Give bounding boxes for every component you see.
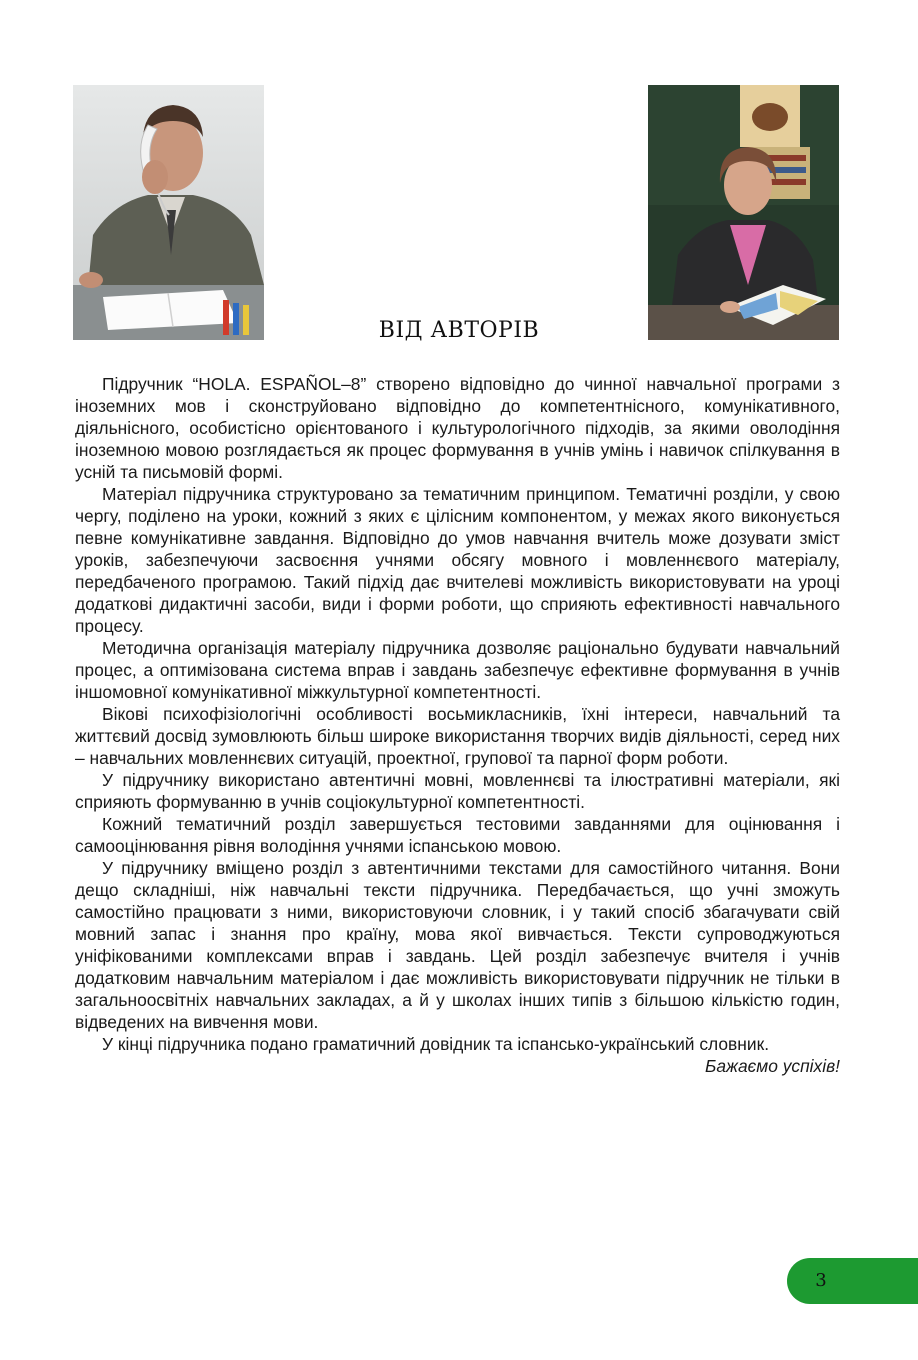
page-number: 3 [815,1270,827,1291]
paragraph: У підручнику використано автентичні мовні, мовленнєві та ілюстративні матеріали, які сприяють формуванню в учнів соціокультурної компетентності. [75,770,840,812]
paragraph: Підручник “HOLA. ESPAÑOL–8” створено відповідно до чинної навчальної програми з іноземних мов і сконструйовано відповідно до компетентнісного, комунікативного, діяльнісного, особистісно орієнтованого і культурологічного підходів, за якими оволодіння іноземною мовою розглядається як процес формування в учнів умінь і навичок спілкування в усній та письмовій формі. [75,374,840,482]
author-photo-woman [648,85,839,340]
paragraph: У кінці підручника подано граматичний довідник та іспансько-український словник. [102,1034,770,1054]
paragraph: Матеріал підручника структуровано за тематичним принципом. Тематичні розділи, у свою чергу, поділено на уроки, кожний з яких є цілісним компонентом, у межах якого виконується певне комунікативне завдання. Відповідно до умов навчання вчитель може дозувати зміст уроків, забезпечуючи засвоєння учнями обсягу мовного і мовленнєвого матеріалу, передбаченого програмою. Такий підхід дає вчителеві можливість використовувати на уроці додаткові дидактичні засоби, види і форми роботи, що сприяють ефективності навчального процесу. [75,484,840,636]
author-photo-man [73,85,264,340]
closing-wish: Бажаємо успіхів! [705,1056,840,1076]
page-title: ВІД АВТОРІВ [378,318,540,343]
paragraph: У підручнику вміщено розділ з автентичними текстами для самостійного читання. Вони дещо складніші, ніж навчальні тексти підручника. Передбачається, що учні зможуть самостійно працювати з ними, використовуючи словник, і у такий спосіб збагачувати свій мовний запас і знання про країну, мова якої вивчається. Тексти супроводжуються уніфікованими комплексами вправ і завдань. Цей розділ забезпечує вчителя і учнів додатковим навчальним матеріалом і дає можливість використовувати підручник не тільки в загальноосвітніх навчальних закладах, а й у школах інших типів з більшою кількістю годин, відведених на вивчення мови. [75,858,840,1032]
body-text [75,373,840,1077]
paragraph: Кожний тематичний розділ завершується тестовими завданнями для оцінювання і самооцінювання рівня володіння учнями іспанською мовою. [75,814,840,856]
paragraph: Вікові психофізіологічні особливості восьмикласників, їхні інтереси, навчальний та життєвий досвід зумовлюють більш широке використання творчих видів діяльності, серед них – навчальних мовленнєвих ситуацій, проектної, групової та парної форм роботи. [75,704,840,768]
page-number-tab [787,1258,918,1304]
paragraph: Методична організація матеріалу підручника дозволяє раціонально будувати навчальний процес, а оптимізована система вправ і завдань забезпечує ефективне формування в учнів іншомовної комунікативної міжкультурної компетентності. [75,638,840,702]
